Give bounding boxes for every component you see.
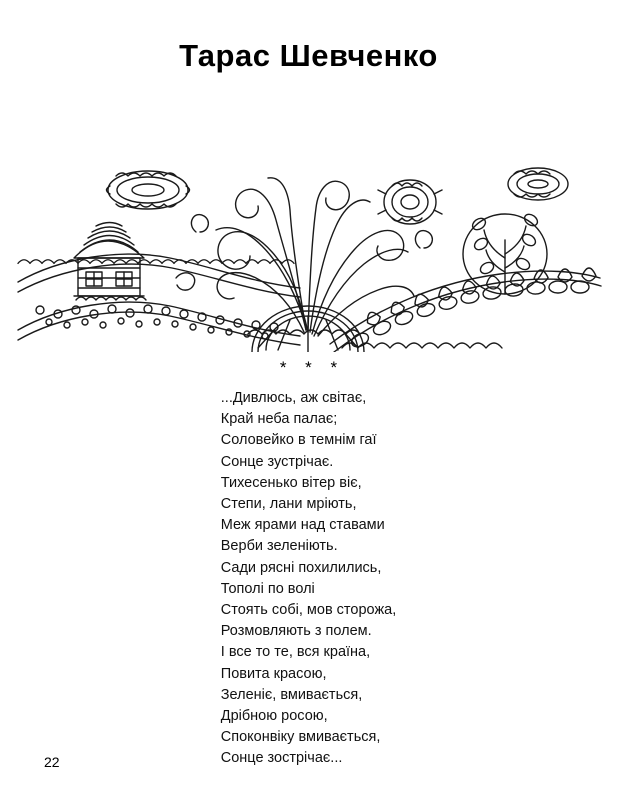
poem-line: Сонце зустрічає. <box>220 453 334 470</box>
poem-line: Меж ярами над ставами <box>220 517 385 534</box>
poem-line: Верби зеленіють. <box>220 538 338 555</box>
poem-line: Край неба палає; <box>220 411 338 428</box>
poem-line: Сади рясні похилились, <box>220 559 382 576</box>
poem-line: ...Дивлюсь, аж світає, <box>220 390 367 406</box>
poem-line: Соловейко в темнім гаї <box>220 432 377 449</box>
page-number: 22 <box>44 754 60 770</box>
poem-line: Споконвіку вмивається, <box>220 729 381 746</box>
poem-line: Степи, лани мріють, <box>220 496 357 513</box>
poem-line: Стоять собі, мов сторожа, <box>220 602 397 619</box>
page-title: Тарас Шевченко <box>179 38 438 73</box>
poem-line: Дрібною росою, <box>220 708 328 725</box>
poem-line: Зеленіє, вмивається, <box>220 686 363 703</box>
poem-line: Розмовляють з полем. <box>220 623 372 640</box>
ukrainian-village-sunrise-coloring-illustration <box>0 82 617 352</box>
poem-line: Тополі по волі <box>220 580 315 597</box>
section-separator: * * * <box>279 358 345 377</box>
poem-line: І все то те, вся країна, <box>220 644 371 661</box>
poem-text <box>221 388 396 770</box>
poem-line: Тихесенько вітер віє, <box>220 474 362 491</box>
poem-line: Повита красою, <box>220 665 327 682</box>
poem-line: Сонце зострічає... <box>220 750 343 767</box>
poem-block <box>0 358 617 770</box>
